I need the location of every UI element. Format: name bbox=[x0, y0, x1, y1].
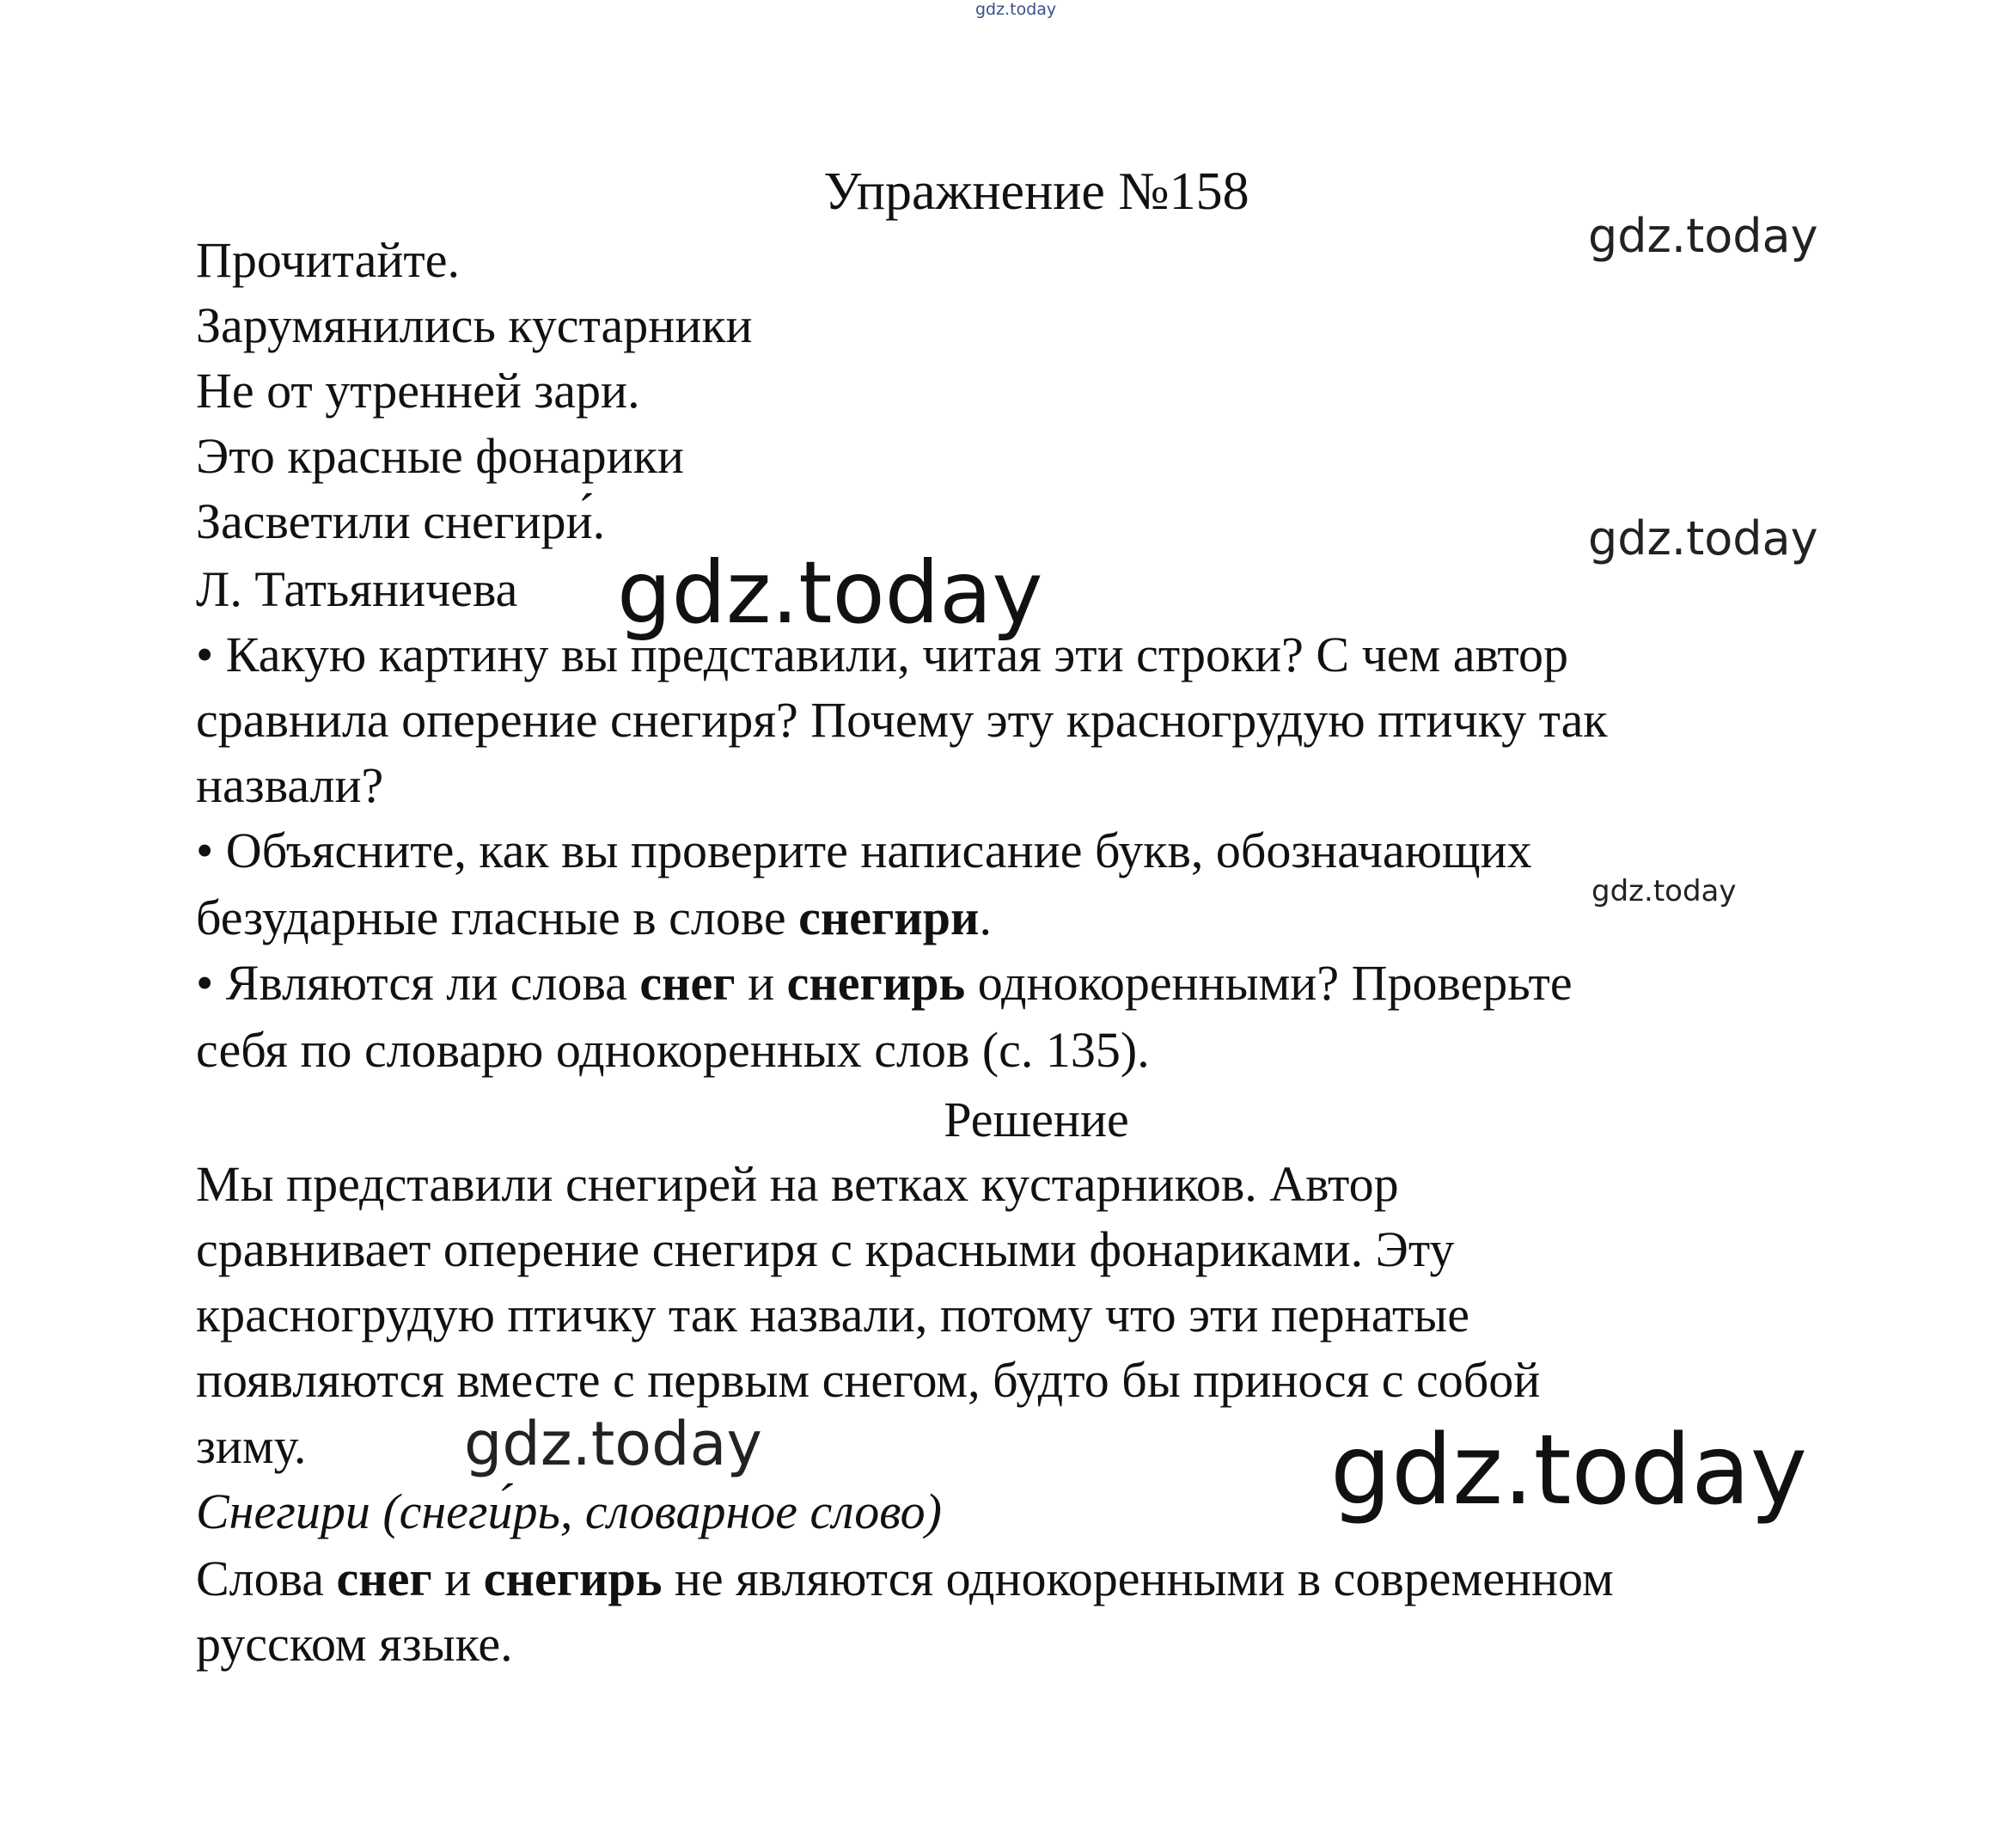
watermark-right-2: gdz.today bbox=[1588, 511, 1818, 566]
text-segment: безударные гласные в слове bbox=[196, 890, 799, 945]
text-segment: однокоренными? Проверьте bbox=[965, 955, 1573, 1011]
text-segment: . bbox=[979, 890, 992, 945]
poem-line: Засветили снегири́. bbox=[196, 493, 606, 549]
task-instruction: Прочитайте. bbox=[196, 232, 461, 288]
solution-italic-line: Снегири (снеги́рь, словарное слово) bbox=[196, 1483, 942, 1539]
watermark-right-1: gdz.today bbox=[1588, 209, 1818, 263]
bold-word: снег bbox=[639, 955, 736, 1011]
watermark-small: gdz.today bbox=[1591, 874, 1737, 908]
bold-word: снегирь bbox=[483, 1551, 663, 1606]
watermark-top: gdz.today bbox=[975, 0, 1057, 19]
question-1-line: назвали? bbox=[196, 757, 384, 813]
question-3-line: себя по словарю однокоренных слов (с. 135). bbox=[196, 1022, 1150, 1078]
poem-line: Это красные фонарики bbox=[196, 428, 684, 484]
text-segment: • Являются ли слова bbox=[196, 955, 640, 1011]
bold-word: снегири bbox=[798, 890, 980, 945]
solution-line: появляются вместе с первым снегом, будто бы принося с собой bbox=[196, 1352, 1541, 1408]
question-1-line: • Какую картину вы представили, читая эти строки? С чем автор bbox=[196, 627, 1568, 682]
solution-final-line: русском языке. bbox=[196, 1616, 513, 1672]
text-segment: и bbox=[431, 1551, 484, 1606]
question-3-line bbox=[196, 951, 1573, 1016]
poem-line: Не от утренней зари. bbox=[196, 363, 640, 419]
watermark-big-2: gdz.today bbox=[1330, 1415, 1808, 1526]
solution-final-line bbox=[196, 1546, 1614, 1612]
poem-line: Зарумянились кустарники bbox=[196, 297, 753, 353]
solution-line: красногрудую птичку так назвали, потому что эти пернатые bbox=[196, 1287, 1470, 1343]
text-segment: Слова bbox=[196, 1551, 337, 1606]
bold-word: снегирь bbox=[786, 955, 966, 1011]
watermark-mid: gdz.today bbox=[464, 1409, 762, 1479]
question-2-line bbox=[196, 885, 992, 951]
text-segment: не являются однокоренными в современном bbox=[662, 1551, 1614, 1606]
solution-heading: Решение bbox=[944, 1092, 1129, 1147]
watermark-big-1: gdz.today bbox=[617, 542, 1043, 643]
question-2-line: • Объясните, как вы проверите написание букв, обозначающих bbox=[196, 823, 1532, 878]
solution-line: сравнивает оперение снегиря с красными фонариками. Эту bbox=[196, 1221, 1455, 1277]
text-segment: и bbox=[735, 955, 787, 1011]
solution-line: зиму. bbox=[196, 1418, 307, 1474]
solution-line: Мы представили снегирей на ветках кустарников. Автор bbox=[196, 1156, 1399, 1212]
question-1-line: сравнила оперение снегиря? Почему эту красногрудую птичку так bbox=[196, 692, 1608, 748]
poem-author: Л. Татьяничева bbox=[196, 561, 518, 617]
exercise-title: Упражнение №158 bbox=[823, 162, 1249, 221]
bold-word: снег bbox=[336, 1551, 432, 1606]
